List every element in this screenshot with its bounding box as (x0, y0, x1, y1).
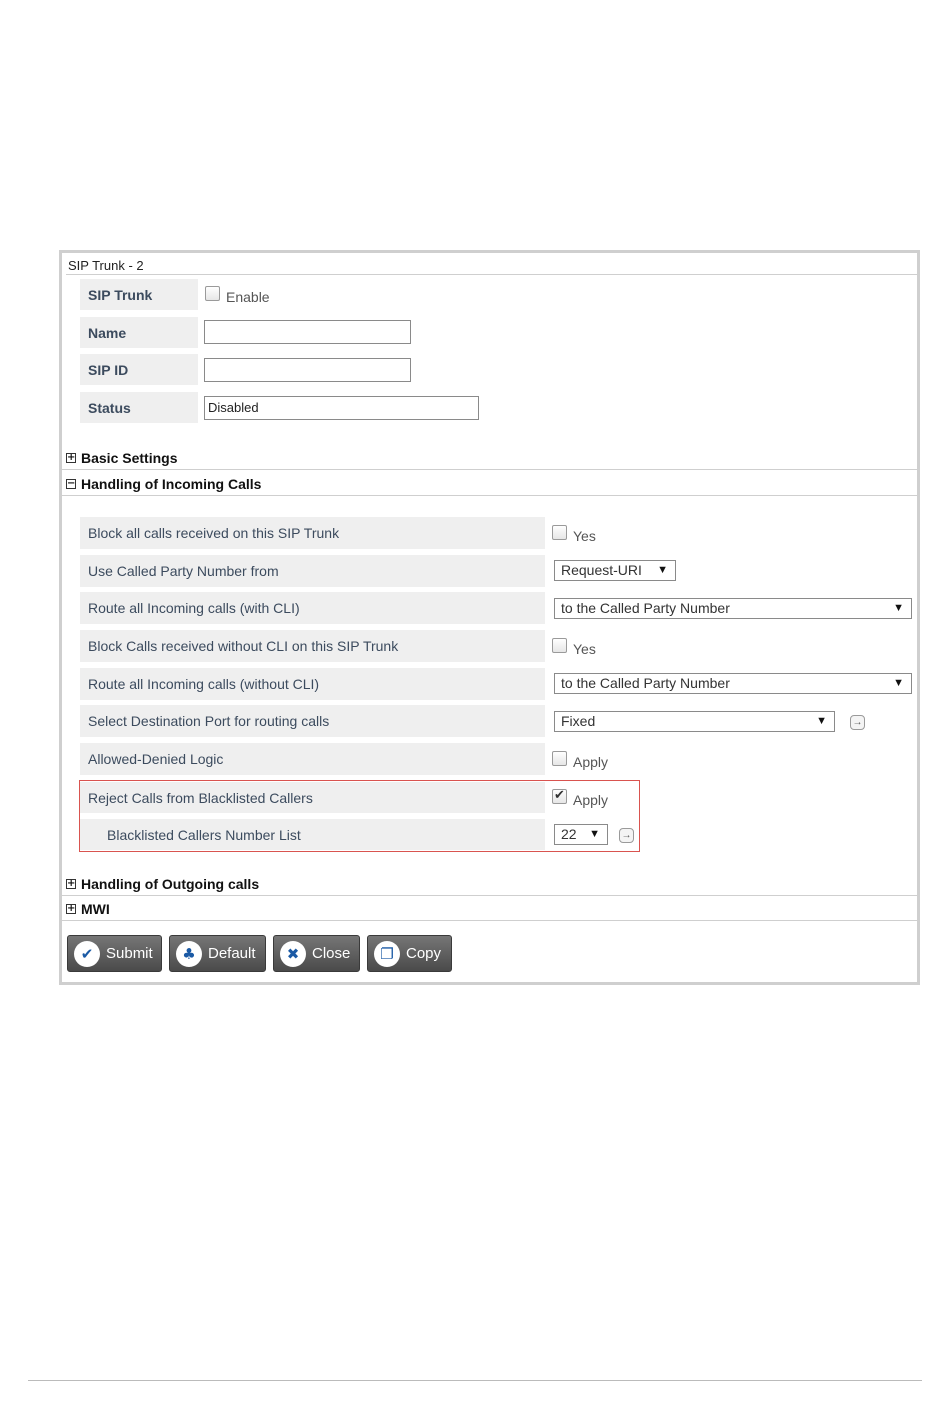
allowed-denied-option: Apply (573, 754, 609, 770)
sip-trunk-label: SIP Trunk (80, 279, 198, 310)
name-input[interactable] (204, 320, 411, 344)
close-button[interactable] (273, 935, 360, 972)
reject-blacklisted-option: Apply (573, 792, 609, 808)
block-all-option: Yes (573, 528, 596, 544)
reject-blacklisted-label: Reject Calls from Blacklisted Callers (80, 782, 545, 813)
enable-label: Enable (226, 289, 270, 305)
status-label: Status (80, 392, 198, 423)
blacklist-list-select[interactable] (554, 824, 608, 845)
name-label: Name (80, 317, 198, 348)
default-label: Default (208, 945, 256, 962)
sip-id-label: SIP ID (80, 354, 198, 385)
sip-id-input[interactable] (204, 358, 411, 382)
window-title: SIP Trunk - 2 (66, 257, 917, 275)
route-without-cli-value: to the Called Party Number (561, 675, 730, 691)
expand-icon[interactable]: + (67, 902, 76, 914)
allowed-denied-label: Allowed-Denied Logic (80, 743, 545, 775)
block-without-cli-label: Block Calls received without CLI on this SIP Trunk (80, 630, 545, 662)
default-icon: ♣ (176, 941, 202, 967)
block-without-cli-checkbox[interactable] (552, 638, 567, 653)
called-party-value: Request-URI (561, 562, 642, 578)
dropdown-arrow-icon: ▼ (657, 564, 668, 576)
incoming-calls-label: Handling of Incoming Calls (81, 475, 262, 492)
basic-settings-label: Basic Settings (81, 449, 178, 466)
dropdown-arrow-icon: ▼ (893, 677, 904, 689)
copy-label: Copy (406, 945, 442, 962)
submit-label: Submit (106, 945, 153, 962)
dest-port-select[interactable] (554, 711, 835, 732)
outgoing-calls-label: Handling of Outgoing calls (81, 875, 260, 892)
route-with-cli-label: Route all Incoming calls (with CLI) (80, 592, 545, 624)
blacklist-list-label: Blacklisted Callers Number List (80, 819, 545, 850)
dropdown-arrow-icon: ▼ (816, 715, 827, 727)
dest-port-value: Fixed (561, 713, 596, 729)
block-all-label: Block all calls received on this SIP Trunk (80, 517, 545, 549)
incoming-calls-header[interactable] (62, 472, 918, 496)
allowed-denied-checkbox[interactable] (552, 751, 567, 766)
blacklist-list-value: 22 (561, 826, 577, 842)
close-label: Close (312, 945, 351, 962)
enable-checkbox[interactable] (205, 286, 220, 301)
route-without-cli-select[interactable] (554, 673, 912, 694)
expand-icon[interactable]: + (67, 877, 76, 889)
close-icon: ✖ (280, 941, 306, 967)
called-party-label: Use Called Party Number from (80, 555, 545, 587)
dropdown-arrow-icon: ▼ (589, 828, 600, 840)
mwi-header[interactable] (62, 897, 918, 921)
go-arrow-icon[interactable]: → (850, 715, 865, 730)
route-with-cli-select[interactable] (554, 598, 912, 619)
checkmark-icon: ✔ (74, 941, 100, 967)
default-button[interactable] (169, 935, 266, 972)
mwi-label: MWI (81, 900, 110, 917)
collapse-icon[interactable]: − (67, 477, 76, 489)
route-with-cli-value: to the Called Party Number (561, 600, 730, 616)
basic-settings-header[interactable] (62, 446, 918, 470)
block-without-cli-option: Yes (573, 641, 596, 657)
page-divider (28, 1380, 922, 1381)
outgoing-calls-header[interactable] (62, 872, 918, 896)
called-party-select[interactable] (554, 560, 676, 581)
copy-button[interactable] (367, 935, 452, 972)
expand-icon[interactable]: + (67, 451, 76, 463)
go-arrow-icon[interactable]: → (619, 828, 634, 843)
dest-port-label: Select Destination Port for routing calls (80, 705, 545, 737)
status-field: Disabled (204, 396, 479, 420)
route-without-cli-label: Route all Incoming calls (without CLI) (80, 668, 545, 700)
block-all-checkbox[interactable] (552, 525, 567, 540)
submit-button[interactable] (67, 935, 162, 972)
dropdown-arrow-icon: ▼ (893, 602, 904, 614)
copy-icon: ❐ (374, 941, 400, 967)
reject-blacklisted-checkbox[interactable] (552, 789, 567, 804)
